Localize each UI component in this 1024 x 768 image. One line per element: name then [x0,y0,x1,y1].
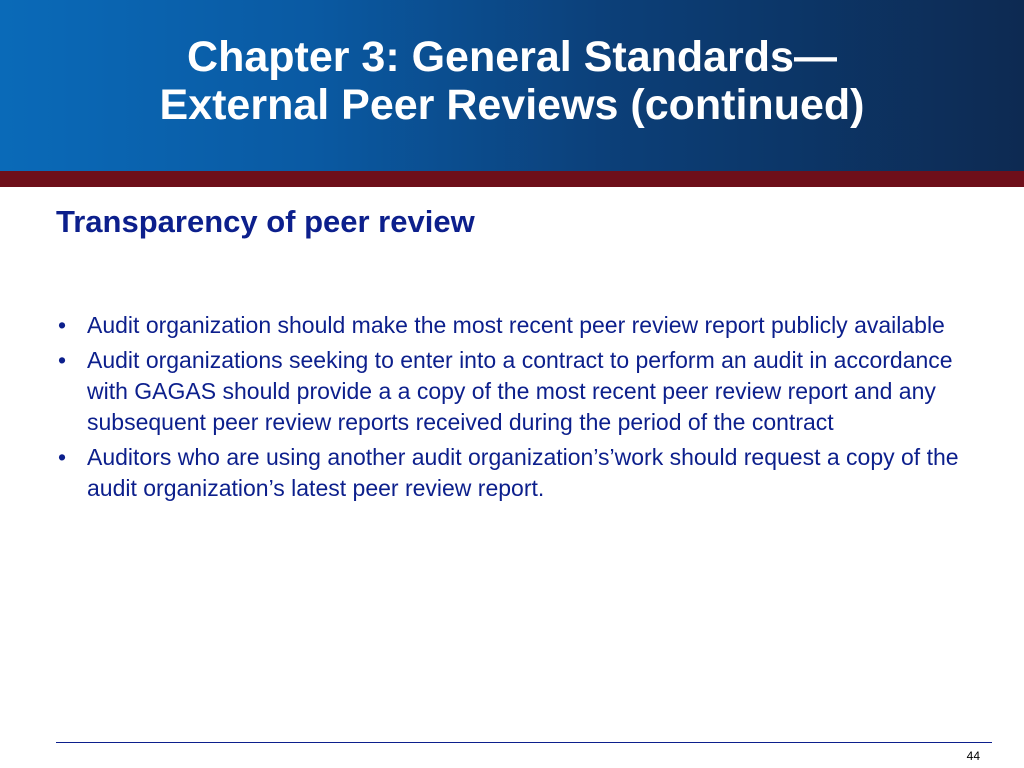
bullet-text: Auditors who are using another audit organization’s’work should request a copy of the audit organization’s latest peer review report. [87,444,959,501]
bullet-icon: • [58,312,67,338]
bullet-list [56,310,986,508]
bullet-text: Audit organizations seeking to enter into a contract to perform an audit in accordance with GAGAS should provide a a copy of the most recent peer review report and any subsequent peer review reports received during the period of the contract [87,347,953,435]
footer-divider [56,742,992,743]
page-number: 44 [966,749,980,763]
accent-divider [0,171,1024,187]
bullet-item [56,442,986,504]
slide-title-line-1: Chapter 3: General Standards— [187,33,837,81]
bullet-icon: • [58,347,67,373]
section-heading: Transparency of peer review [56,204,475,239]
bullet-text: Audit organization should make the most recent peer review report publicly available [87,312,945,338]
slide-title-line-2: External Peer Reviews (continued) [159,81,865,129]
bullet-item [56,345,986,438]
bullet-item [56,310,986,341]
bullet-icon: • [58,444,67,470]
title-banner [0,0,1024,171]
slide-title [0,33,1024,129]
